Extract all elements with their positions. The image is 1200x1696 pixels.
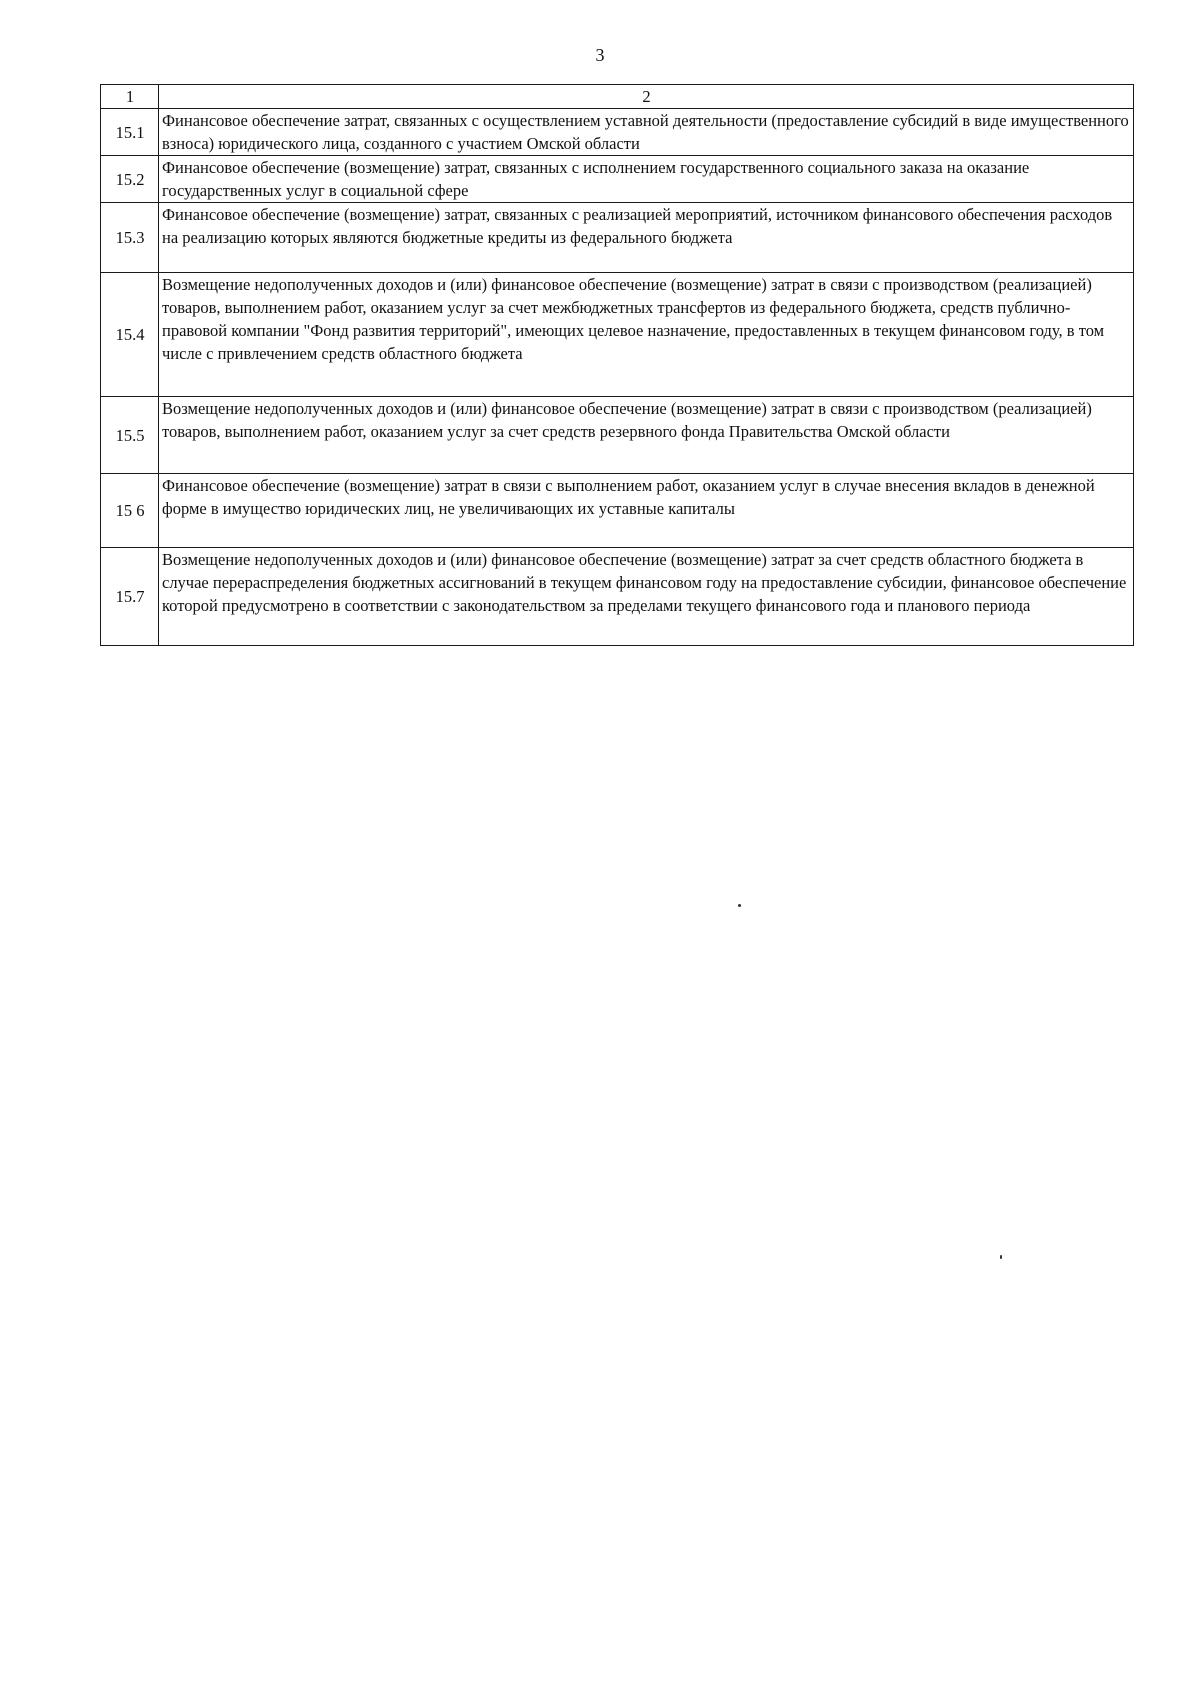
column-header-2: 2 xyxy=(159,85,1134,109)
row-number: 15.5 xyxy=(101,397,159,474)
subsidy-table xyxy=(100,84,1134,646)
table-header-row xyxy=(101,85,1134,109)
row-text: Финансовое обеспечение затрат, связанных с осуществлением уставной деятельности (предоставление субсидий в виде имущественного взноса) юридического лица, созданного с участием Омской области xyxy=(159,109,1134,156)
row-number: 15.2 xyxy=(101,156,159,203)
row-text: Возмещение недополученных доходов и (или) финансовое обеспечение (возмещение) затрат в связи с производством (реализацией) товаров, выполнением работ, оказанием услуг за счет межбюджетных трансфертов из федерального бюджета, средств публично-правовой компании "Фонд развития территорий", имеющих целевое назначение, предоставленных в текущем финансовом году, в том числе с привлечением средств областного бюджета xyxy=(159,273,1134,397)
table-row xyxy=(101,156,1134,203)
scan-speck xyxy=(738,904,741,907)
page-number: 3 xyxy=(595,45,605,65)
table-row xyxy=(101,273,1134,397)
column-header-1: 1 xyxy=(101,85,159,109)
table-row xyxy=(101,203,1134,273)
row-text: Возмещение недополученных доходов и (или) финансовое обеспечение (возмещение) затрат за счет средств областного бюджета в случае перераспределения бюджетных ассигнований в текущем финансовом году на предоставление субсидии, финансовое обеспечение которой предусмотрено в соответствии с законодательством за пределами текущего финансового года и планового периода xyxy=(159,548,1134,646)
row-text: Финансовое обеспечение (возмещение) затрат в связи с выполнением работ, оказанием услуг в случае внесения вкладов в денежной форме в имущество юридических лиц, не увеличивающих их уставные капиталы xyxy=(159,474,1134,548)
row-number: 15.3 xyxy=(101,203,159,273)
row-number: 15 6 xyxy=(101,474,159,548)
table-row xyxy=(101,397,1134,474)
table-row xyxy=(101,109,1134,156)
row-number: 15.4 xyxy=(101,273,159,397)
row-text: Финансовое обеспечение (возмещение) затрат, связанных с исполнением государственного социального заказа на оказание государственных услуг в социальной сфере xyxy=(159,156,1134,203)
row-number: 15.1 xyxy=(101,109,159,156)
table-row xyxy=(101,548,1134,646)
row-text: Финансовое обеспечение (возмещение) затрат, связанных с реализацией мероприятий, источником финансового обеспечения расходов на реализацию которых являются бюджетные кредиты из федерального бюджета xyxy=(159,203,1134,273)
scan-speck xyxy=(1000,1255,1002,1259)
table-row xyxy=(101,474,1134,548)
row-text: Возмещение недополученных доходов и (или) финансовое обеспечение (возмещение) затрат в связи с производством (реализацией) товаров, выполнением работ, оказанием услуг за счет средств резервного фонда Правительства Омской области xyxy=(159,397,1134,474)
row-number: 15.7 xyxy=(101,548,159,646)
